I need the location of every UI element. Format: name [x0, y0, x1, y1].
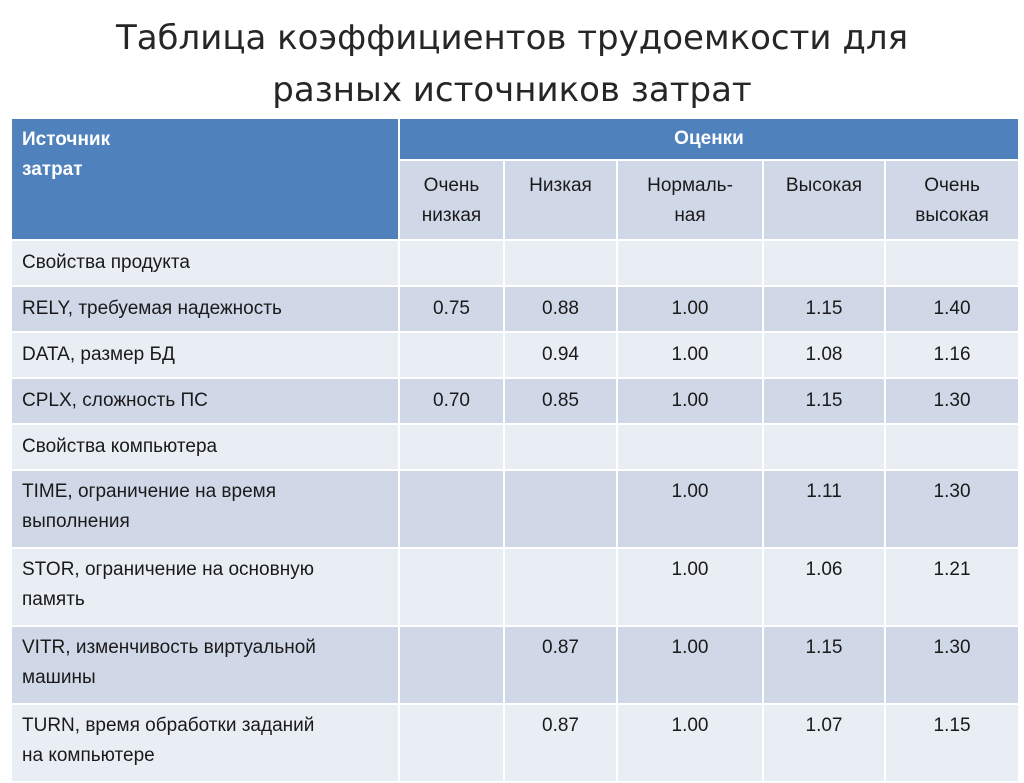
table-row-time	[11, 470, 1019, 548]
table-row-data	[11, 332, 1019, 378]
table-body	[11, 240, 1019, 782]
slide-title-line-2: разных источников затрат	[272, 70, 752, 110]
table-row-rely	[11, 286, 1019, 332]
value-cell: 0.87	[504, 626, 617, 704]
value-cell: 0.85	[504, 378, 617, 424]
table-row-cplx	[11, 378, 1019, 424]
row-label-line-1: TIME, ограничение на время	[22, 481, 277, 502]
value-cell: 1.00	[617, 378, 763, 424]
table-row-group-product	[11, 240, 1019, 286]
value-cell: 1.00	[617, 286, 763, 332]
value-cell	[763, 240, 885, 286]
value-cell: 1.00	[617, 470, 763, 548]
value-cell: 1.11	[763, 470, 885, 548]
value-cell	[885, 240, 1019, 286]
row-label	[11, 626, 399, 704]
value-cell: 1.00	[617, 626, 763, 704]
value-cell	[617, 424, 763, 470]
row-label-line-2: выполнения	[22, 511, 130, 532]
column-header-line-1: Очень	[423, 175, 480, 196]
value-cell	[885, 424, 1019, 470]
column-header-nominal	[617, 160, 763, 240]
value-cell: 0.70	[399, 378, 504, 424]
value-cell: 1.07	[763, 704, 885, 782]
slide-title	[0, 12, 1024, 116]
value-cell	[399, 332, 504, 378]
value-cell: 0.87	[504, 704, 617, 782]
column-header-line-2: ная	[674, 205, 706, 226]
column-header-line-1: Высокая	[785, 175, 863, 196]
value-cell: 1.00	[617, 332, 763, 378]
value-cell: 1.30	[885, 626, 1019, 704]
effort-coefficients-table	[10, 117, 1020, 783]
value-cell: 1.08	[763, 332, 885, 378]
column-header-line-2: высокая	[915, 205, 989, 226]
value-cell	[399, 470, 504, 548]
value-cell: 1.21	[885, 548, 1019, 626]
column-header-line-1: Нормаль-	[647, 175, 733, 196]
column-header-very-low	[399, 160, 504, 240]
value-cell	[504, 424, 617, 470]
row-label-line-2: память	[22, 589, 85, 610]
value-cell	[504, 240, 617, 286]
value-cell	[399, 424, 504, 470]
row-label	[11, 704, 399, 782]
value-cell: 0.75	[399, 286, 504, 332]
value-cell: 1.15	[763, 626, 885, 704]
estimates-header: Оценки	[399, 118, 1019, 160]
row-label-line-2: на компьютере	[22, 745, 155, 766]
source-header-line-2: затрат	[22, 159, 83, 180]
row-label-line-1: STOR, ограничение на основную	[22, 559, 314, 580]
table-row-stor	[11, 548, 1019, 626]
row-label: RELY, требуемая надежность	[11, 286, 399, 332]
group-label: Свойства продукта	[11, 240, 399, 286]
value-cell: 1.30	[885, 470, 1019, 548]
slide-title-line-1: Таблица коэффициентов трудоемкости для	[115, 18, 909, 58]
row-label: CPLX, сложность ПС	[11, 378, 399, 424]
column-header-high	[763, 160, 885, 240]
row-label	[11, 470, 399, 548]
value-cell	[617, 240, 763, 286]
value-cell	[399, 240, 504, 286]
value-cell	[399, 626, 504, 704]
value-cell: 1.15	[763, 378, 885, 424]
value-cell	[399, 704, 504, 782]
group-label: Свойства компьютера	[11, 424, 399, 470]
column-header-line-1: Очень	[924, 175, 980, 196]
column-header-line-2: низкая	[421, 205, 482, 226]
value-cell: 0.88	[504, 286, 617, 332]
value-cell	[399, 548, 504, 626]
row-label-line-1: VITR, изменчивость виртуальной	[22, 637, 316, 658]
value-cell: 1.16	[885, 332, 1019, 378]
value-cell: 1.15	[763, 286, 885, 332]
table-row-group-computer	[11, 424, 1019, 470]
column-header-very-high	[885, 160, 1019, 240]
value-cell: 1.40	[885, 286, 1019, 332]
source-header-line-1: Источник	[22, 129, 111, 150]
value-cell: 1.00	[617, 704, 763, 782]
value-cell	[504, 548, 617, 626]
value-cell	[504, 470, 617, 548]
value-cell: 1.30	[885, 378, 1019, 424]
column-header-low	[504, 160, 617, 240]
value-cell	[763, 424, 885, 470]
value-cell: 1.06	[763, 548, 885, 626]
column-header-line-1: Низкая	[529, 175, 592, 196]
table-row-turn	[11, 704, 1019, 782]
value-cell: 0.94	[504, 332, 617, 378]
value-cell: 1.00	[617, 548, 763, 626]
table-row-vitr	[11, 626, 1019, 704]
value-cell: 1.15	[885, 704, 1019, 782]
row-label-line-2: машины	[22, 667, 96, 688]
row-label	[11, 548, 399, 626]
row-label: DATA, размер БД	[11, 332, 399, 378]
source-column-header	[11, 118, 399, 240]
row-label-line-1: TURN, время обработки заданий	[22, 715, 315, 736]
